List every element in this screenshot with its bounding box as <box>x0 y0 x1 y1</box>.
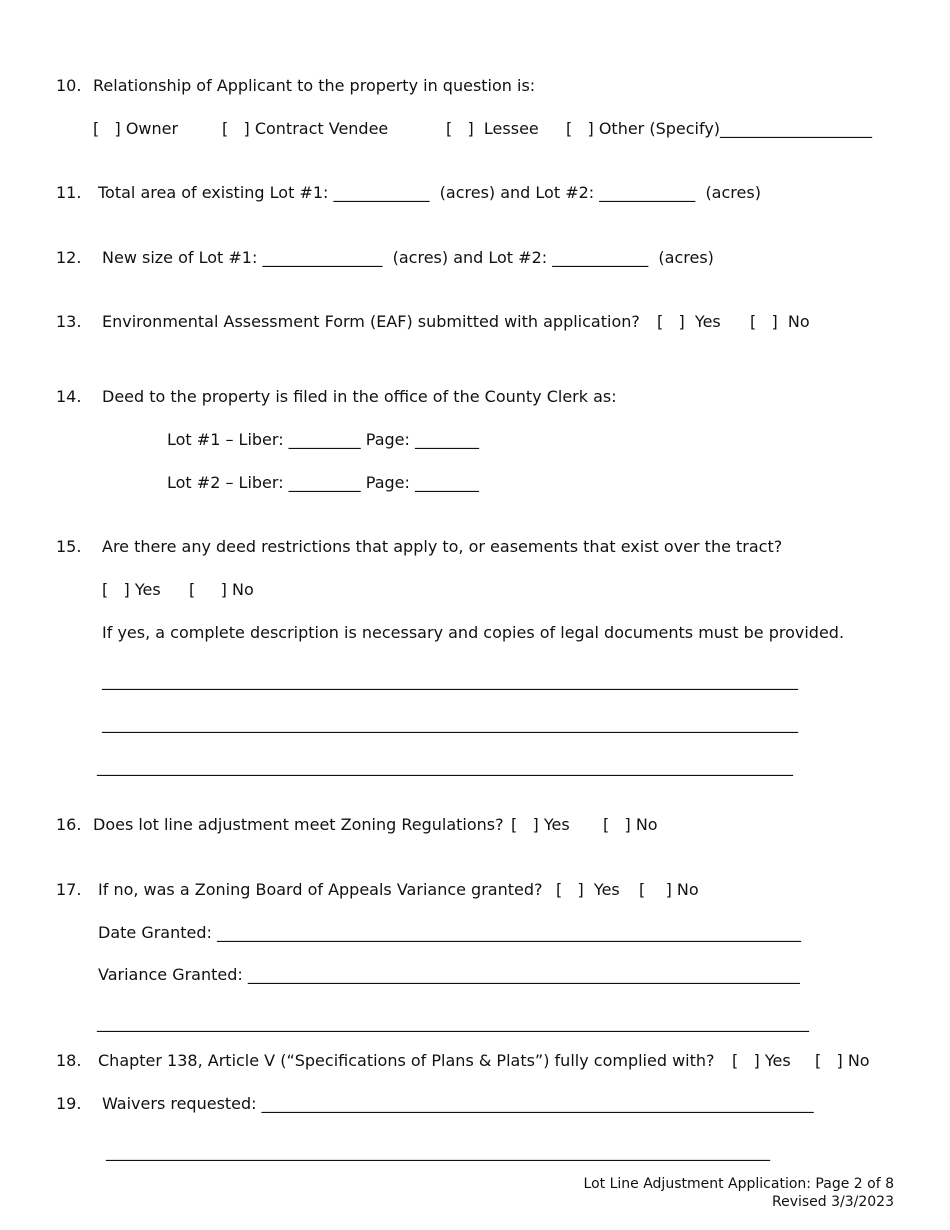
q14-lot1-field[interactable]: Lot #1 – Liber: _________ Page: ________ <box>167 430 479 449</box>
q17-date-granted-field[interactable]: Date Granted: _________________________________________________________________________ <box>98 923 801 942</box>
q16-number: 16. <box>56 815 82 834</box>
q19-number: 19. <box>56 1094 82 1113</box>
q13-yes-checkbox[interactable]: [ ] Yes <box>657 312 721 331</box>
q15-number: 15. <box>56 537 82 556</box>
q15-description-line-1[interactable]: _______________________________________________________________________________________ <box>102 671 798 690</box>
q15-note: If yes, a complete description is necessary and copies of legal documents must be provided. <box>102 623 845 642</box>
q16-text: Does lot line adjustment meet Zoning Regulations? <box>93 815 504 834</box>
q14-number: 14. <box>56 387 82 406</box>
q15-no-checkbox[interactable]: [ ] No <box>189 580 254 599</box>
q18-no-checkbox[interactable]: [ ] No <box>815 1051 870 1070</box>
footer-revised-date: Revised 3/3/2023 <box>771 1194 894 1210</box>
q19-waivers-field[interactable]: Waivers requested: _____________________________________________________________________ <box>102 1094 814 1113</box>
q12-number: 12. <box>56 248 82 267</box>
q11-number: 11. <box>56 183 82 202</box>
footer-page-label: Lot Line Adjustment Application: Page 2 of 8 <box>583 1176 894 1192</box>
q15-text: Are there any deed restrictions that apply to, or easements that exist over the tract? <box>102 537 783 556</box>
q10-lessee-checkbox[interactable]: [ ] Lessee <box>446 119 539 138</box>
q11-text[interactable]: Total area of existing Lot #1: ____________ (acres) and Lot #2: ____________ (acres) <box>98 183 761 202</box>
q10-owner-checkbox[interactable]: [ ] Owner <box>93 119 179 138</box>
q14-text: Deed to the property is filed in the office of the County Clerk as: <box>102 387 617 406</box>
q12-text[interactable]: New size of Lot #1: _______________ (acres) and Lot #2: ____________ (acres) <box>102 248 714 267</box>
q13-no-checkbox[interactable]: [ ] No <box>750 312 810 331</box>
q17-no-checkbox[interactable]: [ ] No <box>639 880 699 899</box>
q10-number: 10. <box>56 76 82 95</box>
q13-number: 13. <box>56 312 82 331</box>
q10-other-checkbox[interactable]: [ ] Other (Specify)___________________ <box>566 119 873 138</box>
q17-yes-checkbox[interactable]: [ ] Yes <box>556 880 620 899</box>
q15-description-line-3[interactable]: _______________________________________________________________________________________ <box>97 757 793 776</box>
q15-description-line-2[interactable]: _______________________________________________________________________________________ <box>102 714 798 733</box>
q16-no-checkbox[interactable]: [ ] No <box>603 815 658 834</box>
q10-contract-vendee-checkbox[interactable]: [ ] Contract Vendee <box>222 119 389 138</box>
q18-number: 18. <box>56 1051 82 1070</box>
q13-text: Environmental Assessment Form (EAF) submitted with application? <box>102 312 640 331</box>
q18-text: Chapter 138, Article V (“Specifications of Plans & Plats”) fully complied with? <box>98 1051 715 1070</box>
q17-number: 17. <box>56 880 82 899</box>
q17-variance-granted-field[interactable]: Variance Granted: _____________________________________________________________________ <box>98 965 800 984</box>
q19-blank-line[interactable]: ___________________________________________________________________________________ <box>106 1142 770 1161</box>
q10-text: Relationship of Applicant to the property in question is: <box>93 76 536 95</box>
q17-blank-line[interactable]: _________________________________________________________________________________________ <box>97 1013 809 1032</box>
q14-lot2-field[interactable]: Lot #2 – Liber: _________ Page: ________ <box>167 473 479 492</box>
q18-yes-checkbox[interactable]: [ ] Yes <box>732 1051 791 1070</box>
q17-text: If no, was a Zoning Board of Appeals Variance granted? <box>98 880 543 899</box>
q16-yes-checkbox[interactable]: [ ] Yes <box>511 815 570 834</box>
q15-yes-checkbox[interactable]: [ ] Yes <box>102 580 161 599</box>
